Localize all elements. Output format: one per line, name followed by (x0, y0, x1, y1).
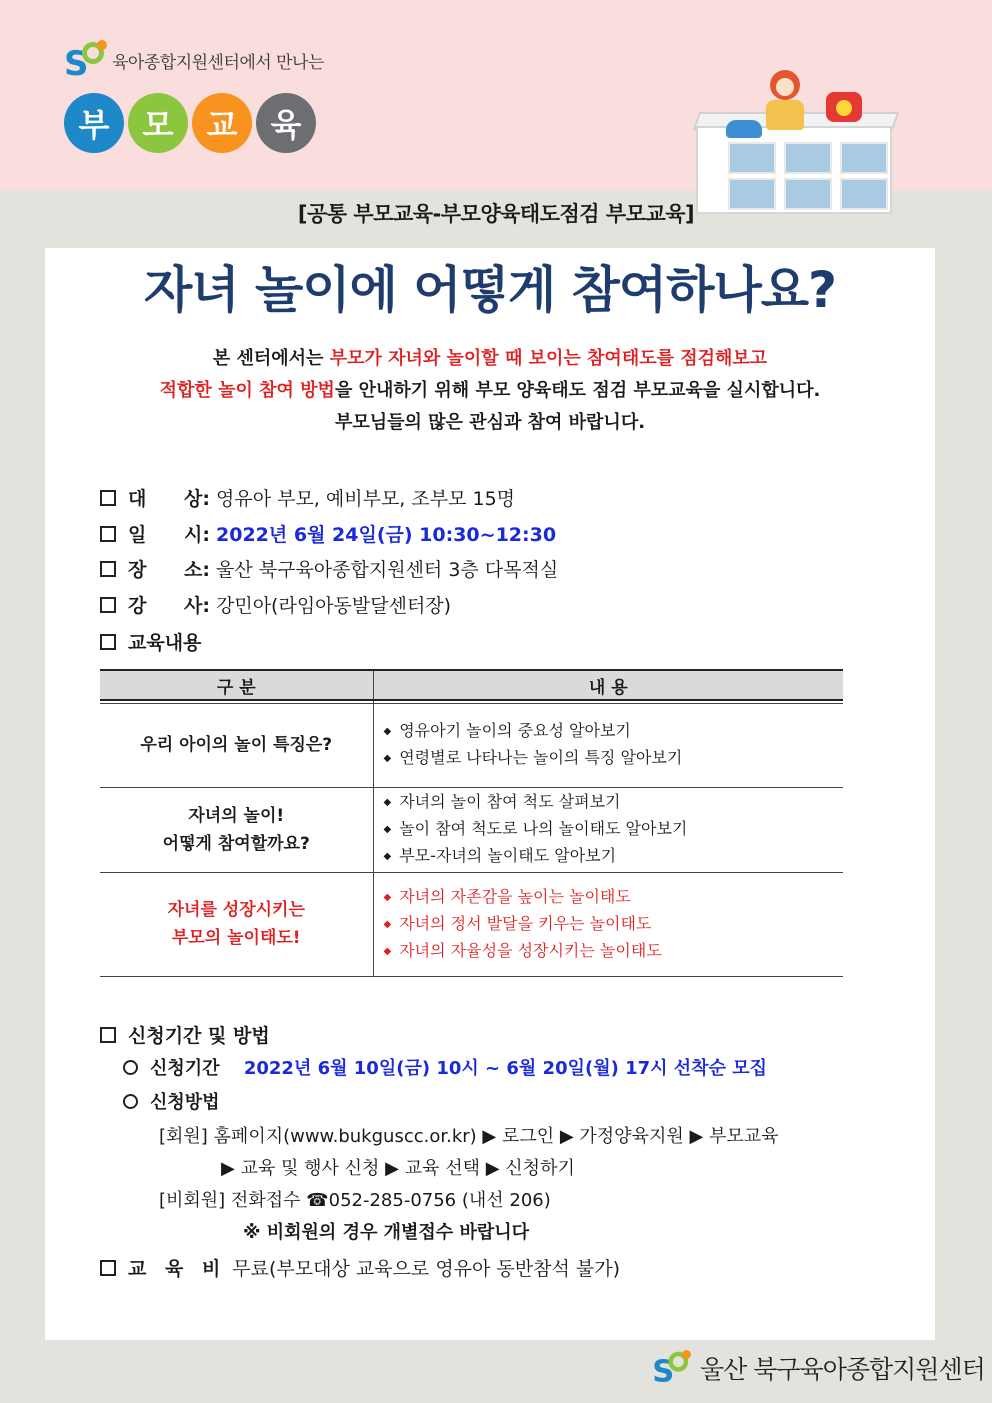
table-header: 내 용 (373, 670, 843, 700)
center-logo-icon: S (64, 40, 108, 80)
checkbox-icon (100, 597, 116, 613)
info-target (100, 484, 515, 511)
info-lecturer (100, 591, 451, 618)
intro-text (45, 343, 935, 439)
table-items (373, 703, 843, 787)
info-location (100, 555, 558, 582)
list-item: ◆ 자녀의 자존감을 높이는 놀이태도 (384, 884, 844, 911)
circle-bullet-icon (123, 1094, 138, 1109)
table-header: 구 분 (100, 670, 373, 700)
education-content-table (100, 669, 843, 977)
table-row (100, 787, 843, 872)
info-label: 장 (128, 559, 147, 581)
apply-period-label: 신청기간 (150, 1058, 220, 1079)
member-method-line: ▶ 교육 및 행사 신청 ▶ 교육 선택 ▶ 신청하기 (221, 1158, 575, 1179)
table-category: 자녀의 놀이! 어떻게 참여할까요? (100, 787, 373, 872)
badge-circle: 교 (192, 93, 252, 153)
info-label: 소: (184, 559, 210, 581)
info-label: 교 육 비 (128, 1258, 227, 1280)
info-label: 시: (184, 524, 210, 546)
apply-period (123, 1054, 767, 1080)
badge-circle: 모 (128, 93, 188, 153)
program-subtitle: [공통 부모교육-부모양육태도점검 부모교육] (297, 202, 695, 226)
center-logo-icon: S (652, 1350, 692, 1386)
table-category: 우리 아이의 놀이 특징은? (100, 703, 373, 787)
info-label: 일 (128, 524, 147, 546)
info-value: 울산 북구육아종합지원센터 3층 다목적실 (216, 559, 559, 581)
info-label: 상: (184, 488, 210, 510)
info-label: 신청기간 및 방법 (128, 1025, 270, 1047)
page-title: 자녀 놀이에 어떻게 참여하나요? (143, 261, 837, 319)
checkbox-icon (100, 490, 116, 506)
table-category: 자녀를 성장시키는 부모의 놀이태도! (100, 872, 373, 976)
intro-text-part: 부모님들의 많은 관심과 참여 바랍니다. (334, 412, 646, 433)
checkbox-icon (100, 1260, 116, 1276)
info-label: 강 (128, 595, 147, 617)
list-item: ◆ 부모-자녀의 놀이태도 알아보기 (384, 843, 844, 870)
info-label: 사: (184, 595, 210, 617)
member-method-line: [회원] 홈페이지(www.bukguscc.or.kr) ▶ 로그인 ▶ 가정양육지원 ▶ 부모교육 (159, 1126, 779, 1147)
info-value: 영유아 부모, 예비부모, 조부모 15명 (216, 488, 516, 510)
badge-circle: 부 (64, 93, 124, 153)
intro-text-part: 본 센터에서는 (212, 348, 330, 369)
list-item: ◆ 자녀의 놀이 참여 척도 살펴보기 (384, 789, 844, 816)
content-card (45, 248, 935, 1340)
program-badges (64, 93, 320, 153)
checkbox-icon (100, 634, 116, 650)
footer-logo (650, 1348, 985, 1388)
logo-text: 육아종합지원센터에서 만나는 (112, 52, 324, 73)
table-header-row (100, 670, 843, 700)
apply-period-value: 2022년 6월 10일(금) 10시 ~ 6월 20일(월) 17시 선착순 모집 (243, 1058, 768, 1079)
info-value: 무료(부모대상 교육으로 영유아 동반참석 불가) (232, 1258, 621, 1280)
info-value: 2022년 6월 24일(금) 10:30~12:30 (216, 524, 557, 546)
table-items (373, 872, 843, 976)
footer-center-name: 울산 북구육아종합지원센터 (700, 1355, 985, 1384)
checkbox-icon (100, 561, 116, 577)
intro-highlight: 적합한 놀이 참여 방법 (159, 380, 335, 401)
apply-method (123, 1088, 220, 1114)
info-fee (100, 1254, 620, 1281)
toy-phone-icon (826, 92, 862, 122)
table-row (100, 872, 843, 976)
info-datetime (100, 520, 556, 547)
circle-bullet-icon (123, 1060, 138, 1075)
info-label: 대 (128, 488, 147, 510)
list-item: ◆ 연령별로 나타나는 놀이의 특징 알아보기 (384, 745, 844, 772)
checkbox-icon (100, 526, 116, 542)
badge-circle: 육 (256, 93, 316, 153)
doll-icon (760, 70, 812, 134)
apply-method-label: 신청방법 (150, 1092, 220, 1113)
apply-section-label (100, 1021, 270, 1048)
checkbox-icon (100, 1027, 116, 1043)
list-item: ◆ 자녀의 정서 발달을 키우는 놀이태도 (384, 911, 844, 938)
table-items (373, 787, 843, 872)
nonmember-note: ※ 비회원의 경우 개별접수 바랍니다 (243, 1222, 529, 1243)
table-row (100, 703, 843, 787)
nonmember-method-line: [비회원] 전화접수 ☎052-285-0756 (내선 206) (159, 1190, 551, 1211)
intro-highlight: 부모가 자녀와 놀이할 때 보이는 참여태도를 점검해보고 (329, 348, 768, 369)
info-label: 교육내용 (128, 632, 202, 654)
list-item: ◆ 자녀의 자율성을 성장시키는 놀이태도 (384, 938, 844, 965)
list-item: ◆ 영유아기 놀이의 중요성 알아보기 (384, 718, 844, 745)
intro-text-part: 을 안내하기 위해 부모 양육태도 점검 부모교육을 실시합니다. (334, 380, 821, 401)
info-value: 강민아(라임아동발달센터장) (216, 595, 452, 617)
header-logo (64, 40, 324, 84)
toy-car-icon (726, 120, 762, 138)
list-item: ◆ 놀이 참여 척도로 나의 놀이태도 알아보기 (384, 816, 844, 843)
info-content-label (100, 628, 201, 655)
